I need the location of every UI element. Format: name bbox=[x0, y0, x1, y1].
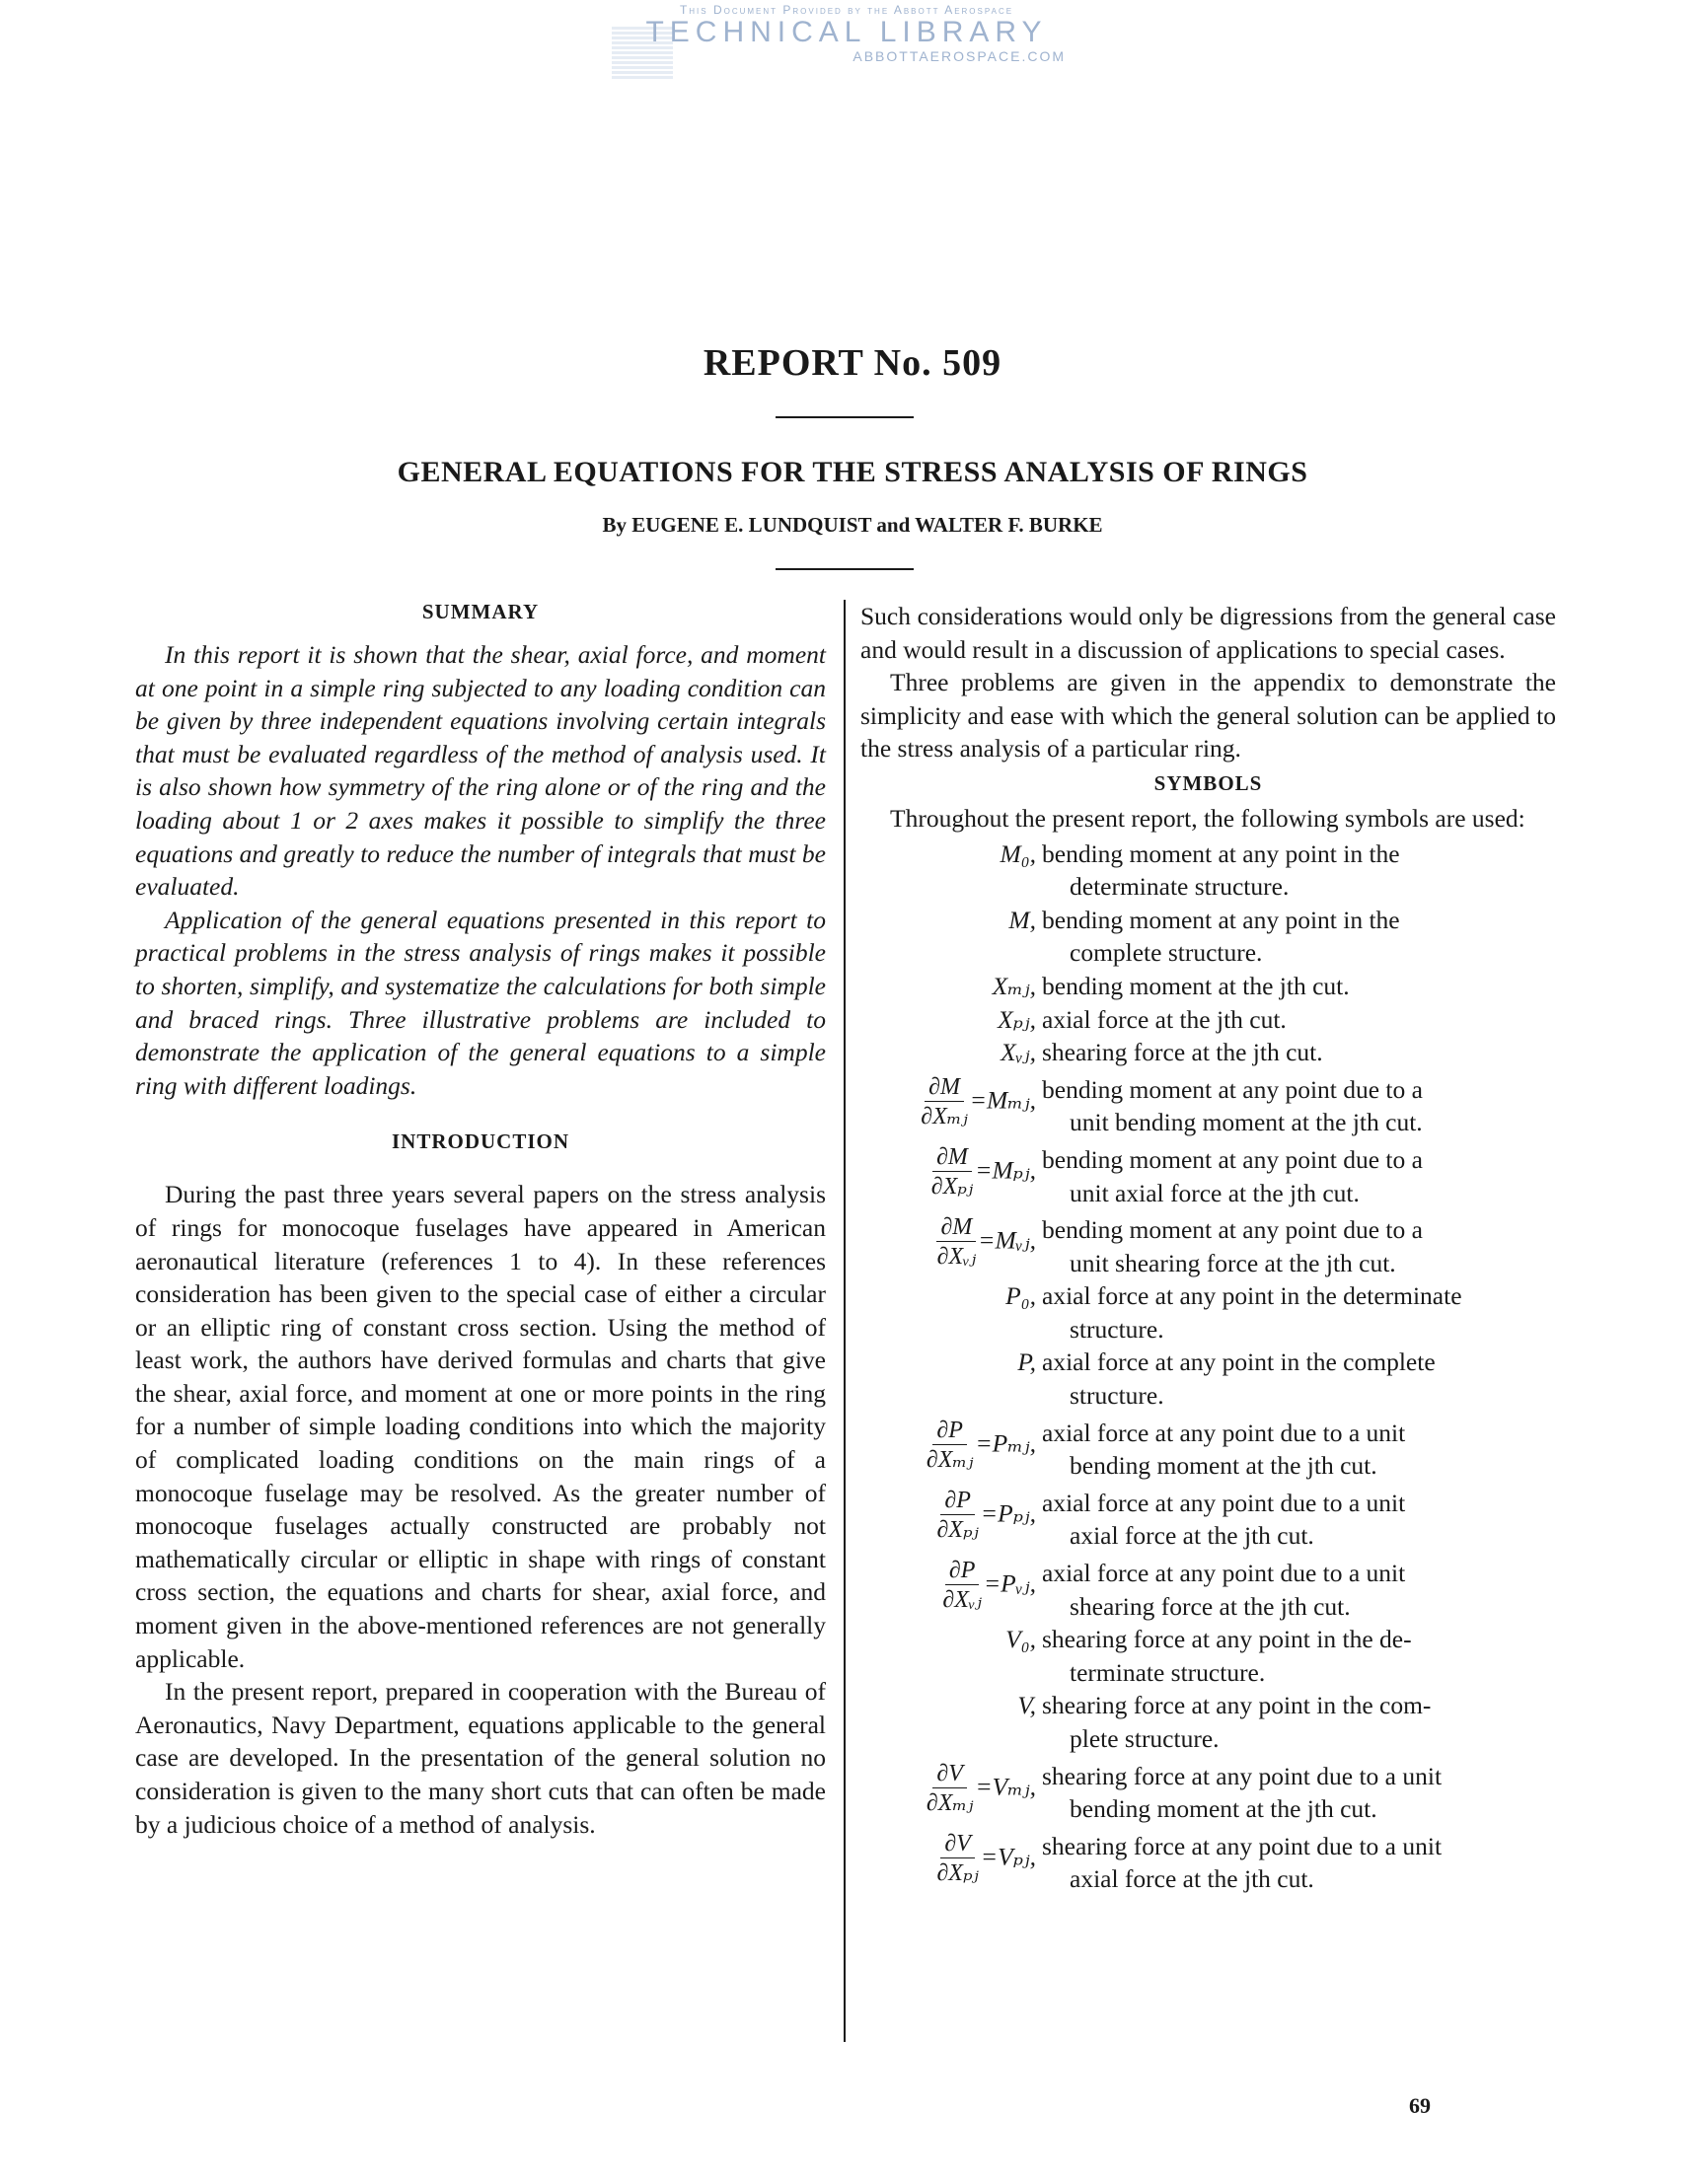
watermark-library-name: TECHNICAL LIBRARY bbox=[645, 16, 1048, 48]
symbol-derivative-fraction bbox=[942, 1557, 982, 1615]
byline-rule bbox=[776, 568, 914, 570]
symbol-row bbox=[860, 904, 1556, 970]
symbol-definition bbox=[1036, 1346, 1556, 1412]
symbol-definition bbox=[1036, 1760, 1556, 1826]
fraction-denominator: ∂Xₚⱼ bbox=[936, 1859, 979, 1886]
definition-line: bending moment at any point due to a bbox=[1042, 1144, 1423, 1174]
introduction-section bbox=[135, 1129, 826, 1841]
definition-continuation: unit axial force at the jth cut. bbox=[1070, 1178, 1360, 1207]
definition-line: bending moment at any point in the bbox=[1042, 905, 1400, 934]
definition-continuation: unit shearing force at the jth cut. bbox=[1070, 1248, 1396, 1277]
appendix-paragraph: Three problems are given in the appendix to demonstrate the simplicity and ease with which the general solution can be applied to the stress analysis of a particular ring. bbox=[860, 668, 1556, 764]
symbol-definition bbox=[1036, 1487, 1556, 1553]
definition-continuation: bending moment at the jth cut. bbox=[1070, 1794, 1377, 1824]
symbol-row bbox=[860, 1417, 1556, 1483]
symbol-definition bbox=[1036, 1279, 1556, 1346]
fraction-denominator: ∂Xᵥⱼ bbox=[936, 1244, 977, 1271]
symbol-row bbox=[860, 1073, 1556, 1139]
fraction-denominator: ∂Xₚⱼ bbox=[936, 1516, 979, 1543]
symbol-term: Xₘⱼ, bbox=[992, 971, 1036, 1000]
symbol-derivative-fraction bbox=[927, 1760, 974, 1818]
definition-line: shearing force at the jth cut. bbox=[1042, 1038, 1323, 1067]
symbol-term bbox=[860, 1143, 1036, 1201]
symbols-heading: SYMBOLS bbox=[1153, 770, 1263, 795]
fraction-numerator: ∂M bbox=[925, 1073, 964, 1102]
symbol-row bbox=[860, 1830, 1556, 1896]
watermark bbox=[610, 4, 1083, 63]
definition-line: bending moment at any point due to a bbox=[1042, 1215, 1423, 1245]
fraction-denominator: ∂Xₘⱼ bbox=[926, 1446, 974, 1473]
summary-heading: SUMMARY bbox=[421, 600, 540, 623]
symbol-definition bbox=[1036, 904, 1556, 970]
symbol-term bbox=[860, 1417, 1036, 1475]
definition-line: shearing force at any point due to a unit bbox=[1042, 1761, 1443, 1790]
symbol-row bbox=[860, 1213, 1556, 1279]
page-number: 69 bbox=[1409, 2093, 1431, 2118]
symbol-definition bbox=[1036, 1689, 1556, 1755]
definition-line: bending moment at any point due to a bbox=[1042, 1074, 1423, 1104]
symbol-term: Xᵥⱼ, bbox=[1001, 1038, 1036, 1067]
symbol-row bbox=[860, 837, 1556, 904]
symbol-equals: =Pₘⱼ, bbox=[975, 1428, 1036, 1458]
introduction-paragraph: During the past three years several papers on the stress analysis of rings for monocoque fuselages have appeared in American aeronautical literature (references 1 to 4). In these references consideration has been given to the special case of either a circular or an elliptic ring of constant cross section. Using the method of least work, the authors have derived formulas and charts that give the shear, axial force, and moment at one or more points in the ring for a number of simple loading conditions into which the majority of complicated loading conditions on the main rings of a monocoque fuselage may be resolved. As the greater number of monocoque fuselages actually constructed are probably not mathematically circular or elliptic in shape with rings of constant cross section, the equations and charts for shear, axial force, and moment given in the above-mentioned references are not generally applicable. bbox=[135, 1180, 826, 1673]
definition-line: bending moment at any point in the bbox=[1042, 838, 1400, 868]
title-rule bbox=[776, 416, 914, 418]
introduction-paragraph: In the present report, prepared in cooperation with the Bureau of Aeronautics, Navy Department, equations applicable to the general case are developed. In the presentation of the general solution no consideration is given to the many short cuts that can often be made by a judicious choice of a method of analysis. bbox=[135, 1677, 826, 1839]
symbol-term: M, bbox=[1008, 905, 1036, 934]
definition-continuation: plete structure. bbox=[1070, 1724, 1220, 1753]
symbol-equals: =Mₚⱼ, bbox=[975, 1155, 1036, 1185]
symbols-intro: Throughout the present report, the following symbols are used: bbox=[890, 803, 1525, 833]
symbol-equals: =Vₘⱼ, bbox=[975, 1771, 1036, 1800]
definition-line: bending moment at the jth cut. bbox=[1042, 971, 1350, 1000]
definition-line: shearing force at any point in the de- bbox=[1042, 1625, 1412, 1654]
paper-title: GENERAL EQUATIONS FOR THE STRESS ANALYSIS OF RINGS bbox=[397, 456, 1308, 488]
definition-continuation: axial force at the jth cut. bbox=[1070, 1864, 1314, 1894]
symbol-equals: =Pᵥⱼ, bbox=[983, 1568, 1036, 1598]
symbol-definition bbox=[1036, 1830, 1556, 1896]
watermark-url: ABBOTTAEROSPACE.COM bbox=[852, 48, 1066, 64]
symbol-equals: =Vₚⱼ, bbox=[980, 1842, 1036, 1871]
definition-continuation: shearing force at the jth cut. bbox=[1070, 1591, 1351, 1621]
symbol-row bbox=[860, 1036, 1556, 1069]
symbol-term bbox=[860, 1557, 1036, 1615]
symbol-row bbox=[860, 1760, 1556, 1826]
fraction-denominator: ∂Xₘⱼ bbox=[926, 1789, 974, 1816]
definition-line: axial force at any point due to a unit bbox=[1042, 1559, 1406, 1588]
definition-line: shearing force at any point due to a unit bbox=[1042, 1831, 1443, 1860]
definition-line: axial force at any point due to a unit bbox=[1042, 1418, 1406, 1447]
symbol-term: M₀, bbox=[1000, 838, 1036, 868]
symbol-row bbox=[860, 1346, 1556, 1412]
fraction-numerator: ∂V bbox=[940, 1830, 975, 1858]
definition-continuation: determinate structure. bbox=[1070, 872, 1290, 902]
definition-line: axial force at the jth cut. bbox=[1042, 1004, 1287, 1034]
symbol-definition bbox=[1036, 1557, 1556, 1623]
definition-line: axial force at any point in the determinate bbox=[1042, 1281, 1462, 1311]
watermark-provider-line: This Document Provided by the Abbott Aerospace bbox=[679, 3, 1014, 17]
symbol-row bbox=[860, 1487, 1556, 1553]
symbol-definition bbox=[1036, 1213, 1556, 1279]
symbol-term: P₀, bbox=[1005, 1281, 1036, 1311]
definition-line: axial force at any point in the complete bbox=[1042, 1347, 1436, 1377]
symbol-definition bbox=[1036, 1143, 1556, 1209]
symbol-row bbox=[860, 1557, 1556, 1623]
definition-continuation: axial force at the jth cut. bbox=[1070, 1521, 1314, 1551]
symbol-definition bbox=[1036, 970, 1556, 1003]
fraction-numerator: ∂P bbox=[940, 1487, 975, 1515]
symbol-term bbox=[860, 1830, 1036, 1888]
definition-continuation: complete structure. bbox=[1070, 938, 1263, 968]
symbol-derivative-fraction bbox=[936, 1487, 978, 1545]
symbol-row bbox=[860, 1143, 1556, 1209]
definition-continuation: structure. bbox=[1070, 1314, 1164, 1344]
continued-paragraph: Such considerations would only be digressions from the general case and would result in a discussion of applications to special cases. bbox=[860, 602, 1556, 664]
symbol-term bbox=[860, 1213, 1036, 1272]
symbol-equals: =Mᵥⱼ, bbox=[978, 1225, 1036, 1255]
fraction-denominator: ∂Xᵥⱼ bbox=[942, 1587, 982, 1614]
symbol-definition bbox=[1036, 1003, 1556, 1037]
symbol-definition bbox=[1036, 1623, 1556, 1689]
symbol-row bbox=[860, 1279, 1556, 1346]
introduction-heading: INTRODUCTION bbox=[391, 1129, 570, 1154]
report-title: REPORT No. 509 bbox=[703, 342, 1002, 384]
symbol-term: V, bbox=[1017, 1691, 1036, 1720]
fraction-denominator: ∂Xₘⱼ bbox=[921, 1103, 968, 1129]
column-divider bbox=[844, 600, 846, 2042]
symbol-term bbox=[860, 1487, 1036, 1545]
fraction-numerator: ∂M bbox=[936, 1213, 976, 1242]
definition-continuation: unit bending moment at the jth cut. bbox=[1070, 1108, 1423, 1137]
summary-paragraph: Application of the general equations presented in this report to practical problems in the stress analysis of rings makes it possible to shorten, simplify, and systematize the calculations for both simple and braced rings. Three illustrative problems are included to demonstrate the application of the general equations to a simple ring with different loadings. bbox=[135, 905, 826, 1100]
symbol-definition bbox=[1036, 1036, 1556, 1069]
symbol-row bbox=[860, 1623, 1556, 1689]
fraction-numerator: ∂V bbox=[932, 1760, 967, 1788]
symbol-term bbox=[860, 1073, 1036, 1131]
right-column bbox=[860, 600, 1556, 1896]
symbol-equals: =Pₚⱼ, bbox=[980, 1498, 1036, 1528]
definition-line: shearing force at any point in the com- bbox=[1042, 1691, 1432, 1720]
symbol-derivative-fraction bbox=[931, 1143, 973, 1201]
symbol-row bbox=[860, 1003, 1556, 1037]
fraction-numerator: ∂P bbox=[945, 1557, 980, 1585]
symbol-definition bbox=[1036, 1073, 1556, 1139]
symbol-term bbox=[860, 1760, 1036, 1818]
symbol-definition bbox=[1036, 837, 1556, 904]
left-column bbox=[135, 600, 826, 1841]
symbol-definition bbox=[1036, 1417, 1556, 1483]
symbol-row bbox=[860, 970, 1556, 1003]
symbol-term: Xₚⱼ, bbox=[998, 1004, 1036, 1034]
symbol-term: P, bbox=[1017, 1347, 1036, 1377]
symbol-row bbox=[860, 1689, 1556, 1755]
symbol-derivative-fraction bbox=[936, 1213, 976, 1272]
symbol-derivative-fraction bbox=[936, 1830, 978, 1888]
summary-paragraph: In this report it is shown that the shear, axial force, and moment at one point in a simple ring subjected to any loading condition can be given by three independent equations involving certain integrals that must be evaluated regardless of the method of analysis used. It is also shown how symmetry of the ring alone or of the ring and the loading about 1 or 2 axes makes it possible to simplify the three equations and greatly to reduce the number of integrals that must be evaluated. bbox=[135, 640, 826, 902]
fraction-numerator: ∂M bbox=[932, 1143, 972, 1172]
symbol-equals: =Mₘⱼ, bbox=[969, 1085, 1036, 1115]
definition-line: axial force at any point due to a unit bbox=[1042, 1488, 1406, 1517]
summary-section bbox=[135, 600, 826, 1102]
definition-continuation: bending moment at the jth cut. bbox=[1070, 1451, 1377, 1481]
definition-continuation: structure. bbox=[1070, 1381, 1164, 1411]
definition-continuation: terminate structure. bbox=[1070, 1657, 1266, 1687]
symbols-list bbox=[860, 837, 1556, 1896]
symbol-term: V₀, bbox=[1005, 1625, 1036, 1654]
byline: By EUGENE E. LUNDQUIST and WALTER F. BURKE bbox=[602, 513, 1103, 537]
symbol-derivative-fraction bbox=[927, 1417, 974, 1475]
symbol-derivative-fraction bbox=[921, 1073, 968, 1131]
fraction-numerator: ∂P bbox=[932, 1417, 967, 1445]
fraction-denominator: ∂Xₚⱼ bbox=[930, 1173, 974, 1200]
